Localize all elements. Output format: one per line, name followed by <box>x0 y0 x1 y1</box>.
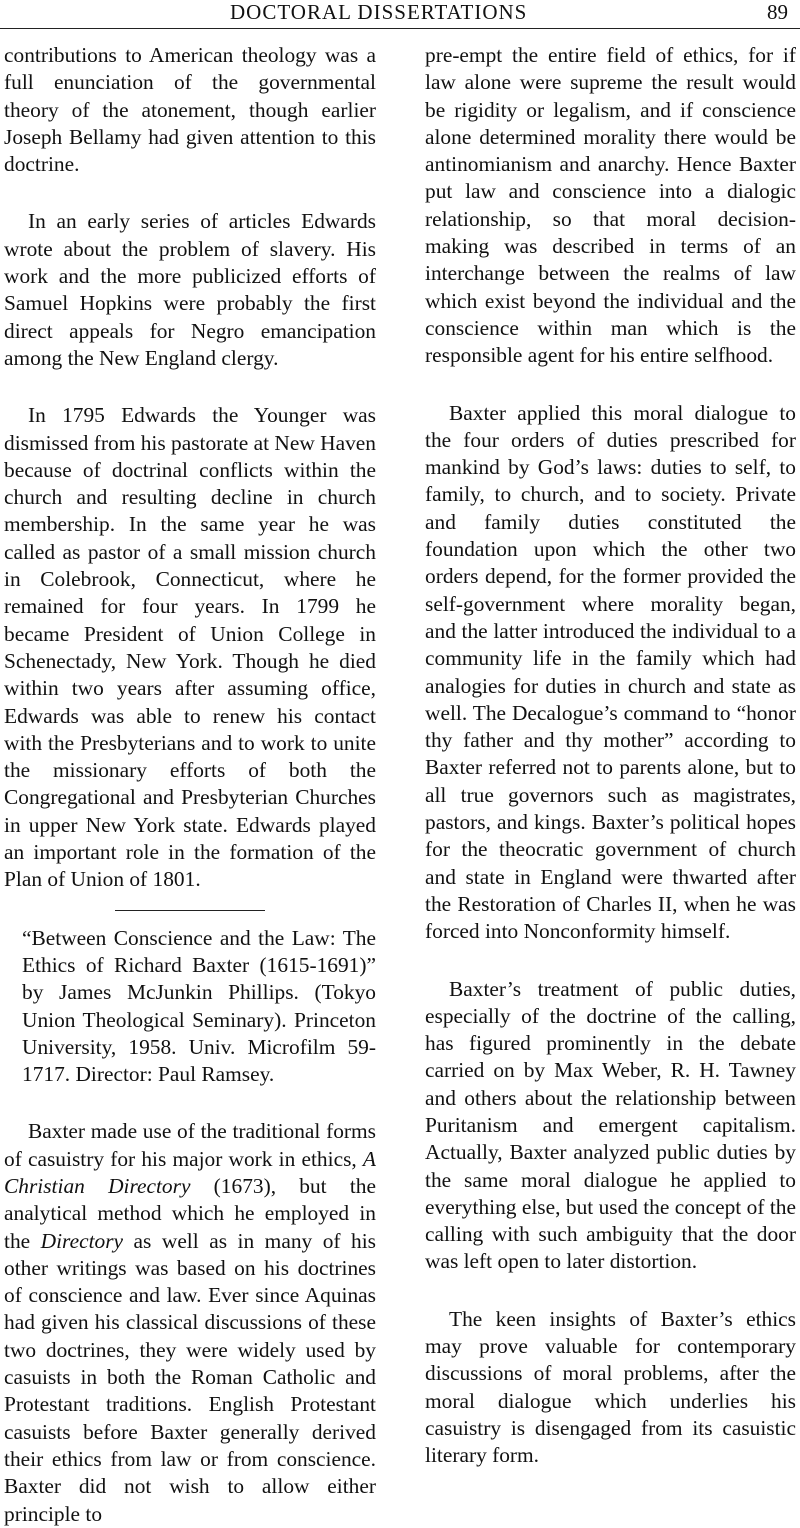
paragraph-continuation: contributions to American theology was a full enunciation of the governmental theory of the atonement, though earlier Joseph Bellamy had given attention to this doctrine. <box>4 43 376 177</box>
page-header <box>0 0 800 29</box>
paragraph-baxter-casuistry <box>4 1118 376 1527</box>
paragraph-conclusion: The keen insights of Baxter’s ethics may prove valuable for contemporary discussions of moral problems, after the moral dialogue which underlies his casuistry is disengaged from its casuistic literary form. <box>425 1306 796 1468</box>
text-run: as well as in many of his other writings was based on his doctrines of conscience and law. Ever since Aquinas had given his classical discussions of these two doctrines, they were widely used by casuists in both the Roman Catholic and Protestant traditions. English Protestant casuists before Baxter generally derived their ethics from law or from conscience. Baxter did not wish to allow either principle to <box>4 1228 377 1526</box>
running-head: DOCTORAL DISSERTATIONS <box>230 0 528 24</box>
paragraph-dialogic: pre-empt the entire field of ethics, for if law alone were supreme the result would be rigidity or legalism, and if conscience alone determined morality there would be antinomianism and anarchy. Hence Baxter put law and conscience into a dialogic relationship, so that moral decision-making was described in terms of an interchange between the realms of law which exist beyond the individual and the conscience within man which is the responsible agent for his entire selfhood. <box>425 43 796 368</box>
right-column <box>425 42 796 1470</box>
book-title: A Christian Directory <box>4 1146 376 1198</box>
paragraph-public-duties: Baxter’s treatment of public duties, especially of the doctrine of the calling, has figured prominently in the debate carried on by Max Weber, R. H. Tawney and others about the relationship between Puritanism and emergent capitalism. Actually, Baxter analyzed public duties by the same moral dialogue he applied to everything else, but used the concept of the calling with such ambiguity that the door was left open to later distortion. <box>425 976 796 1274</box>
paragraph-slavery: In an early series of articles Edwards wrote about the problem of slavery. His work and the more publicized efforts of Samuel Hopkins were probably the first direct appeals for Negro emancipation among the New England clergy. <box>4 209 376 370</box>
book-title-short: Directory <box>40 1228 124 1253</box>
left-column <box>4 42 376 1528</box>
text-run: Baxter made use of the traditional forms of casuistry for his major work in ethics, <box>4 1119 376 1171</box>
paragraph-career: In 1795 Edwards the Younger was dismissed from his pastorate at New Haven because of doctrinal conflicts within the church and resulting decline in church membership. In the same year he was called as pastor of a small mission church in Colebrook, Connecticut, where he remained for four years. In 1799 he became President of Union College in Schenectady, New York. Though he died within two years after assuming office, Edwards was able to renew his contact with the Presbyterians and to work to unite the missionary efforts of both the Congregational and Presbyterian Churches in upper New York state. Edwards played an important role in the formation of the Plan of Union of 1801. <box>4 403 376 892</box>
dissertation-citation: “Between Conscience and the Law: The Ethics of Richard Baxter (1615-1691)” by James McJunkin Phillips. (Tokyo Union Theological Seminary). Princeton University, 1958. Univ. Microfilm 59-1717. Director: Paul Ramsey. <box>22 925 376 1087</box>
paragraph-duties: Baxter applied this moral dialogue to the four orders of duties prescribed for mankind by God’s laws: duties to self, to family, to church, and to society. Private and family duties constituted the foundation upon which the other two orders depend, for the former provided the self-government where morality began, and the latter introduced the individual to a community life in the family which had analogies for duties in church and state as well. The Decalogue’s command to “honor thy father and thy mother” according to Baxter referred not to parents alone, but to all true governors such as magistrates, pastors, and kings. Baxter’s political hopes for the theocratic government of church and state in England were thwarted after the Restoration of Charles II, when he was forced into Nonconformity himself. <box>425 400 796 944</box>
page-number: 89 <box>767 0 788 24</box>
text-run: (1673), but the analytical method which he employed in the <box>4 1173 376 1253</box>
section-divider <box>115 910 265 911</box>
